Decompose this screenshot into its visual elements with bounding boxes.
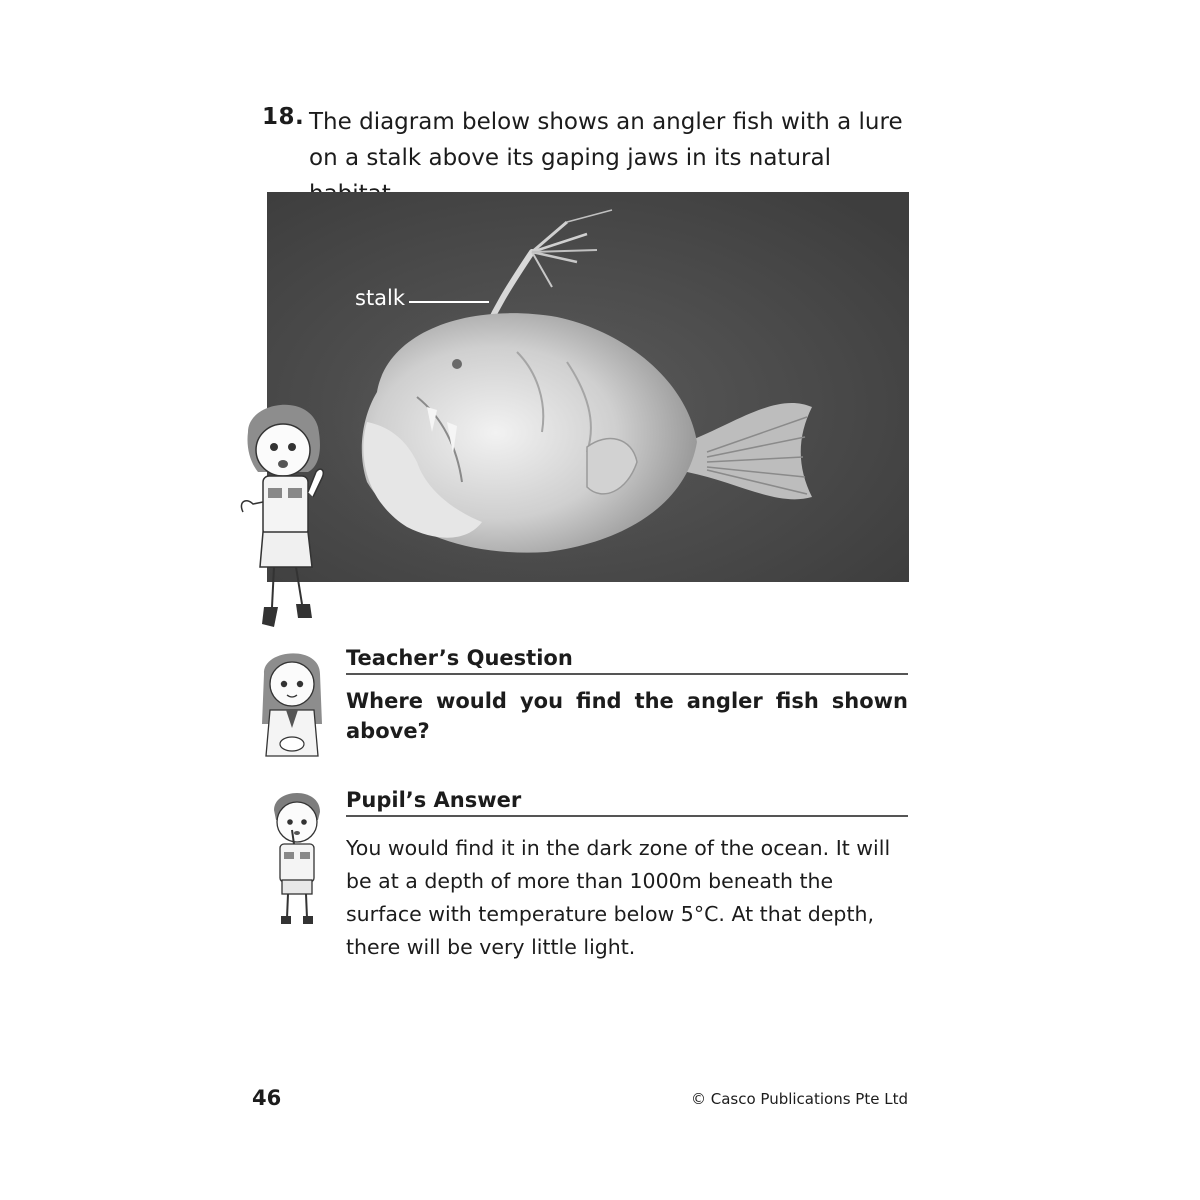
angler-fish-illustration (267, 192, 909, 582)
copyright-notice: © Casco Publications Pte Ltd (690, 1090, 908, 1108)
pupil-answer-heading: Pupil’s Answer (346, 788, 908, 817)
angler-fish-photo (267, 192, 909, 582)
page-number: 46 (252, 1086, 282, 1110)
question-text: The diagram below shows an angler fish with a lure on a stalk above its gaping jaws in its natural (309, 109, 903, 171)
teacher-question-text: Where would you find the angler fish shown above? (346, 689, 908, 743)
teacher-illustration (256, 644, 328, 760)
surprised-girl-illustration (238, 392, 338, 632)
stalk-label: stalk (355, 286, 406, 310)
teacher-question-heading: Teacher’s Question (346, 646, 908, 675)
pupil-illustration (264, 788, 328, 928)
question-number: 18. (262, 104, 305, 130)
pupil-answer-text: You would find it in the dark zone of the ocean. It will be at a depth of more than 1000m beneath the surface with temperature below 5°C. At that depth, there will be very little light. (346, 836, 891, 959)
